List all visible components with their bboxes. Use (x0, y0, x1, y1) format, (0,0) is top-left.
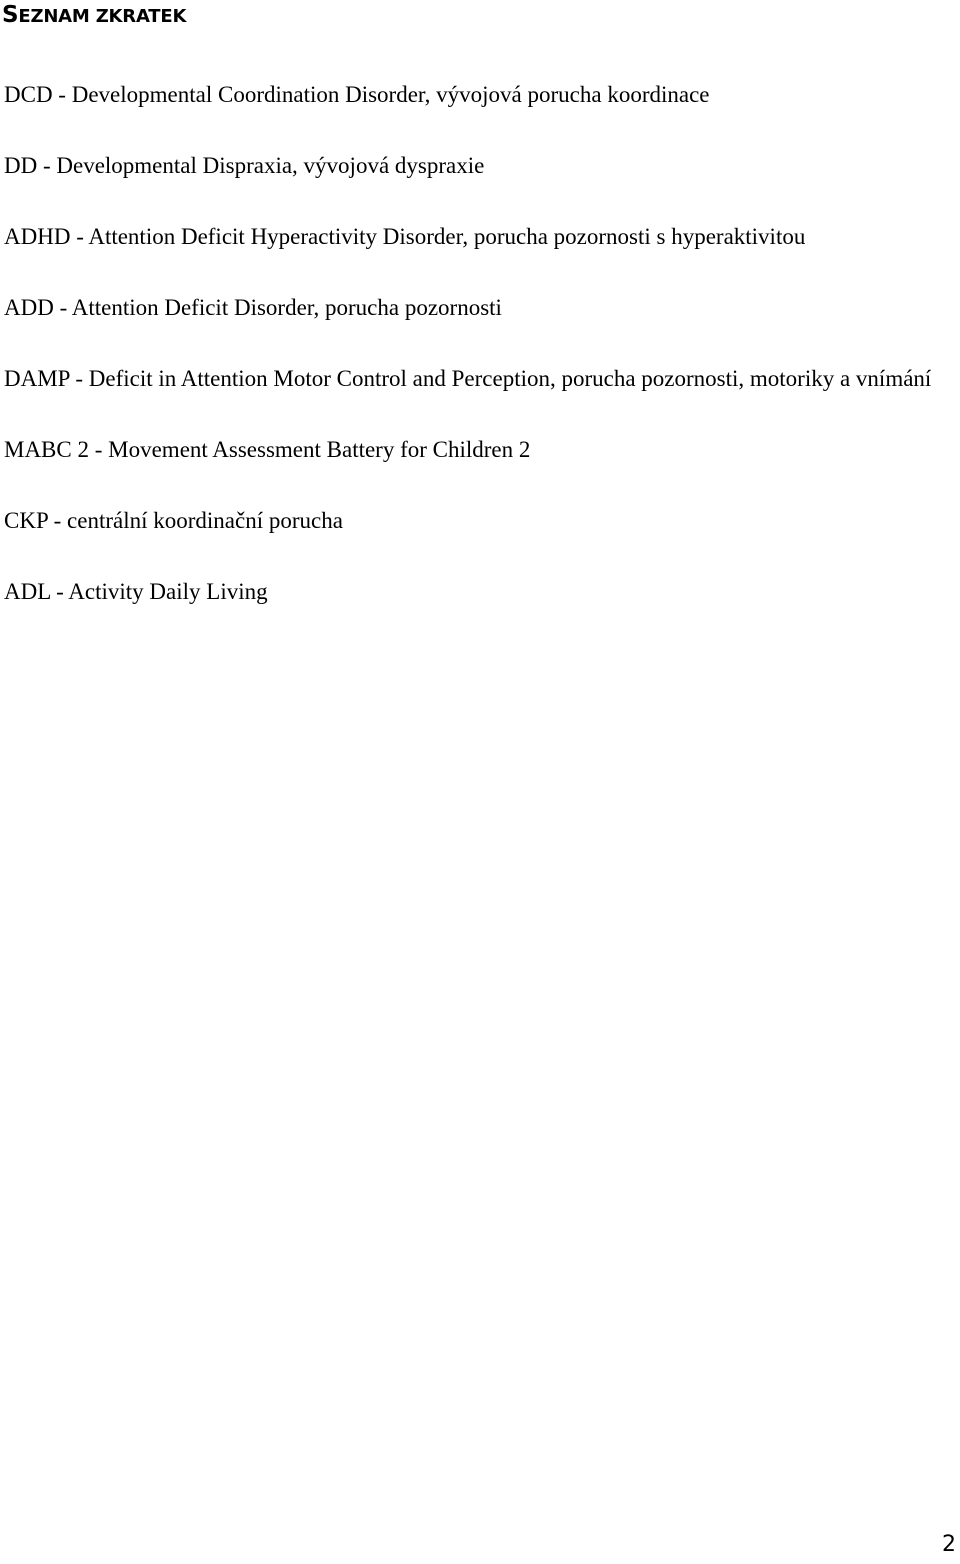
page-title (2, 2, 186, 30)
abbreviation-entry-dcd: DCD - Developmental Coordination Disorder, vývojová porucha koordinace (4, 82, 710, 107)
abbreviation-entry-adhd: ADHD - Attention Deficit Hyperactivity Disorder, porucha pozornosti s hyperaktivitou (4, 224, 806, 249)
abbreviation-entry-damp: DAMP - Deficit in Attention Motor Control and Perception, porucha pozornosti, motoriky a vnímání (4, 366, 932, 391)
page-title-initial: S (2, 2, 19, 28)
abbreviation-entry-dd: DD - Developmental Dispraxia, vývojová dyspraxie (4, 153, 485, 178)
abbreviation-list (4, 72, 954, 640)
page-number: 2 (942, 1532, 956, 1557)
abbreviation-entry-ckp: CKP - centrální koordinační porucha (4, 508, 343, 533)
abbreviation-entry-add: ADD - Attention Deficit Disorder, porucha pozornosti (4, 295, 502, 320)
abbreviation-entry-mabc: MABC 2 - Movement Assessment Battery for Children 2 (4, 437, 531, 462)
abbreviation-entry-adl: ADL - Activity Daily Living (4, 579, 268, 604)
page-title-rest: EZNAM ZKRATEK (18, 6, 187, 27)
